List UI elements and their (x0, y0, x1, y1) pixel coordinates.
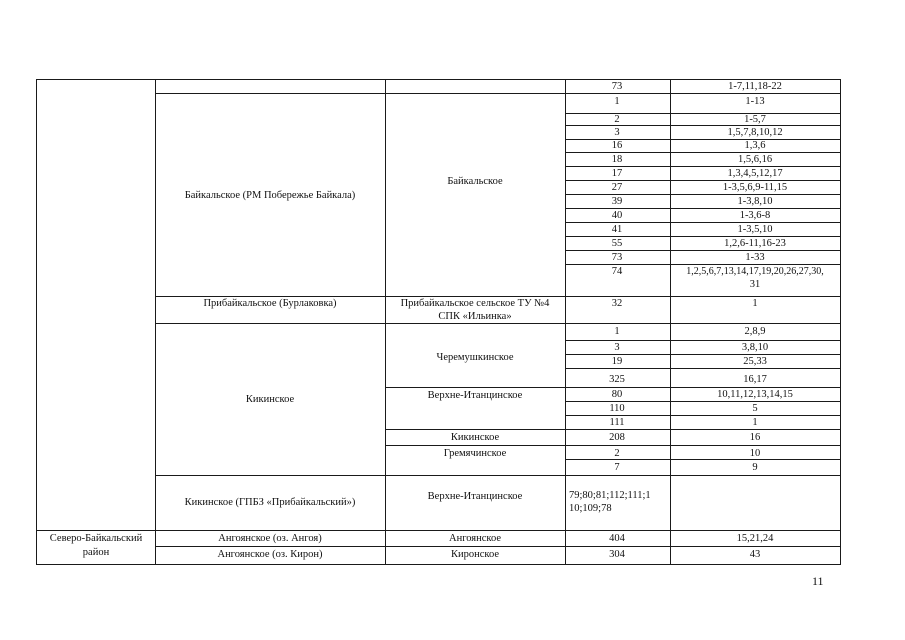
cell-number: 41 (611, 224, 623, 235)
cell-number: 2 (614, 448, 620, 459)
row-divider (565, 354, 841, 355)
row-divider (385, 387, 841, 388)
district-name-cont: СПК «Ильинка» (438, 311, 512, 322)
cell-subdivisions: 1-13 (745, 96, 765, 107)
cell-number: 111 (609, 417, 625, 428)
cell-number: 79;80;81;112;111;1 (569, 490, 651, 501)
cell-subdivisions-cont: 31 (749, 279, 761, 290)
district-name: Верхне-Итанцинское (427, 390, 523, 401)
district-name: Верхне-Итанцинское (427, 491, 523, 502)
cell-subdivisions: 3,8,10 (741, 342, 769, 353)
territory-name: Прибайкальское (Бурлаковка) (203, 298, 337, 309)
cell-number: 27 (611, 182, 623, 193)
cell-subdivisions: 1-7,11,18-22 (728, 81, 782, 92)
cell-subdivisions: 15,21,24 (736, 533, 774, 544)
district-name: Киронское (450, 549, 500, 560)
cell-number: 18 (611, 154, 623, 165)
row-divider (565, 415, 841, 416)
cell-number: 73 (611, 81, 623, 92)
column-divider (385, 79, 386, 564)
row-divider (565, 340, 841, 341)
cell-number: 40 (611, 210, 623, 221)
row-divider (385, 445, 841, 446)
cell-subdivisions: 16 (749, 432, 761, 443)
territory-name: Кикинское (245, 394, 295, 405)
territory-name: Ангоянское (оз. Ангоя) (218, 533, 322, 544)
row-divider (155, 546, 841, 547)
cell-subdivisions: 5 (752, 403, 758, 414)
cell-number: 2 (614, 114, 620, 125)
cell-number: 1 (614, 326, 620, 337)
cell-subdivisions: 1-3,5,10 (737, 224, 773, 235)
cell-number: 17 (611, 168, 623, 179)
district-name: Черемушкинское (436, 352, 514, 363)
cell-subdivisions: 9 (752, 462, 758, 473)
row-divider (36, 530, 841, 531)
row-divider (565, 194, 841, 195)
row-divider (565, 166, 841, 167)
cell-subdivisions: 1,3,6 (744, 140, 766, 151)
cell-number: 19 (611, 356, 623, 367)
row-divider (155, 475, 841, 476)
district-name: Ангоянское (448, 533, 502, 544)
district-name: Байкальское (447, 176, 503, 187)
region-name: Северо-Байкальский (49, 533, 143, 544)
cell-number: 32 (611, 298, 623, 309)
cell-number: 1 (614, 96, 620, 107)
row-divider (565, 139, 841, 140)
cell-number: 325 (609, 374, 625, 385)
territory-name: Кикинское (ГПБЗ «Прибайкальский») (184, 497, 356, 508)
cell-number: 3 (614, 127, 620, 138)
row-divider (565, 236, 841, 237)
cell-subdivisions: 1-33 (745, 252, 765, 263)
cell-subdivisions: 1 (752, 298, 758, 309)
cell-number: 74 (611, 266, 623, 277)
region-name-cont: район (82, 547, 110, 558)
cell-subdivisions: 10,11,12,13,14,15 (717, 389, 793, 400)
cell-subdivisions: 16,17 (743, 374, 767, 385)
cell-subdivisions: 2,8,9 (744, 326, 766, 337)
territory-name: Ангоянское (оз. Кирон) (217, 549, 323, 560)
cell-subdivisions: 25,33 (743, 356, 767, 367)
row-divider (565, 113, 841, 114)
cell-subdivisions: 1-3,8,10 (737, 196, 773, 207)
district-name: Кикинское (450, 432, 500, 443)
row-divider (155, 296, 841, 297)
row-divider (565, 222, 841, 223)
cell-number: 304 (609, 549, 625, 560)
cell-subdivisions: 1,5,7,8,10,12 (727, 127, 783, 138)
cell-subdivisions: 1,2,5,6,7,13,14,17,19,20,26,27,30, (686, 266, 824, 277)
row-divider (565, 208, 841, 209)
district-name: Гремячинское (443, 448, 507, 459)
row-divider (155, 323, 841, 324)
row-divider (565, 180, 841, 181)
cell-subdivisions: 1,2,6-11,16-23 (724, 238, 786, 249)
cell-subdivisions: 1 (752, 417, 758, 428)
row-divider (385, 429, 841, 430)
row-divider (565, 250, 841, 251)
row-divider (565, 401, 841, 402)
table-border-top (36, 79, 841, 80)
cell-subdivisions: 1-5,7 (744, 114, 766, 125)
row-divider (155, 93, 841, 94)
cell-number: 208 (609, 432, 625, 443)
cell-number: 7 (614, 462, 620, 473)
cell-subdivisions: 1-3,6-8 (739, 210, 771, 221)
cell-subdivisions: 1,5,6,16 (737, 154, 773, 165)
page-number: 11 (812, 574, 824, 588)
row-divider (565, 264, 841, 265)
row-divider (565, 459, 841, 460)
cell-subdivisions: 43 (749, 549, 761, 560)
cell-number: 80 (611, 389, 623, 400)
cell-number: 16 (611, 140, 623, 151)
district-name: Прибайкальское сельское ТУ №4 (400, 298, 550, 309)
cell-number: 73 (611, 252, 623, 263)
cell-number: 404 (609, 533, 625, 544)
cell-subdivisions: 10 (749, 448, 761, 459)
cell-subdivisions: 1-3,5,6,9-11,15 (722, 182, 788, 193)
cell-number: 39 (611, 196, 623, 207)
cell-number-cont: 10;109;78 (569, 503, 612, 514)
territory-name: Байкальское (РМ Побережье Байкала) (184, 190, 356, 201)
row-divider (565, 152, 841, 153)
cell-subdivisions: 1,3,4,5,12,17 (727, 168, 783, 179)
row-divider (565, 368, 841, 369)
cell-number: 110 (609, 403, 625, 414)
table-border-bottom (36, 564, 841, 565)
cell-number: 3 (614, 342, 620, 353)
table-border-left (36, 79, 37, 564)
row-divider (565, 125, 841, 126)
cell-number: 55 (611, 238, 623, 249)
column-divider (155, 79, 156, 564)
